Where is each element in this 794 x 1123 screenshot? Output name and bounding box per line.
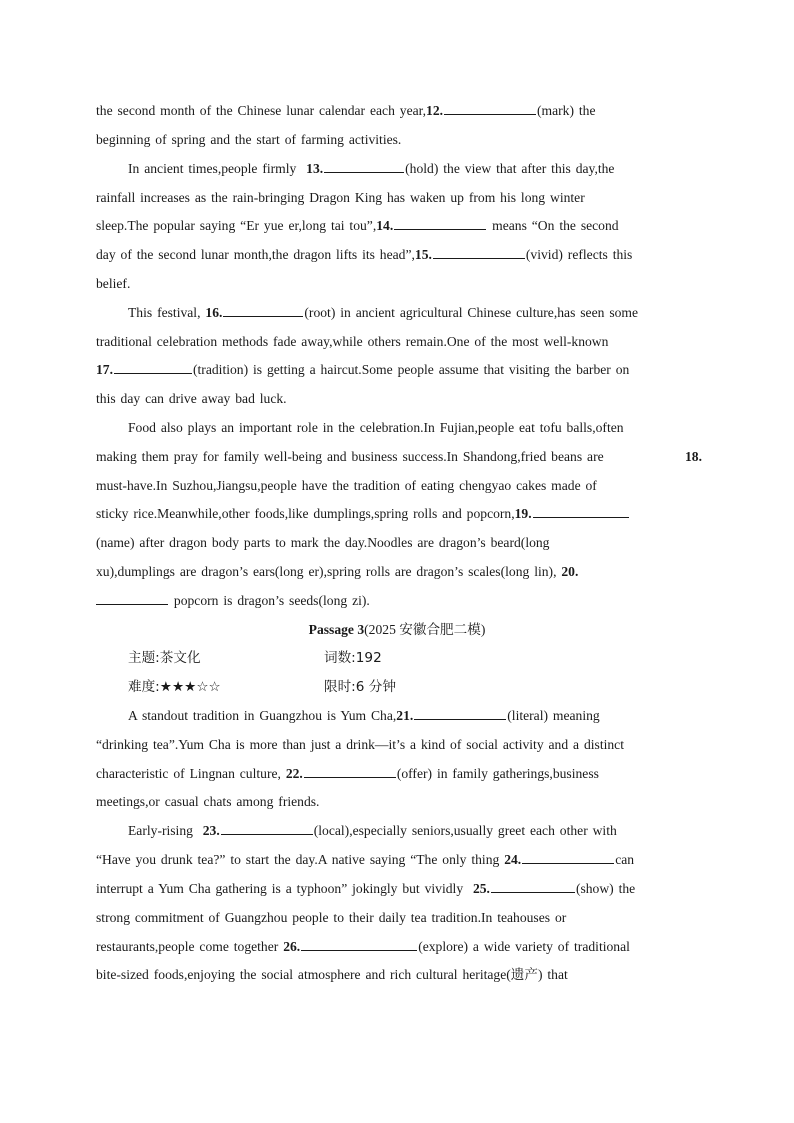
text-line: restaurants,people come together 26. (explore) a wide variety of traditional <box>96 939 630 954</box>
answer-blank-15[interactable] <box>433 245 525 259</box>
text-line: day of the second lunar month,the dragon lifts its head”,15. (vivid) reflects this <box>96 247 633 262</box>
answer-blank-24[interactable] <box>522 850 614 864</box>
question-number: 21. <box>396 708 414 723</box>
text-line: traditional celebration methods fade away,while others remain.One of the most well-known <box>96 334 609 349</box>
answer-blank-19[interactable] <box>533 504 629 518</box>
difficulty-stars: ★★★☆☆ <box>159 679 221 695</box>
answer-blank-12[interactable] <box>444 101 536 115</box>
question-number: 23. <box>202 823 220 838</box>
question-number: 18. <box>685 449 702 464</box>
question-number: 19. <box>514 506 532 521</box>
text-line: Early-rising 23. (local),especially seniors,usually greet each other with <box>128 823 617 838</box>
answer-blank-26[interactable] <box>301 937 417 951</box>
text-line: In ancient times,people firmly 13. (hold) the view that after this day,the <box>128 161 615 176</box>
text-line: rainfall increases as the rain-bringing Dragon King has waken up from his long winter <box>96 190 585 205</box>
text-line: sticky rice.Meanwhile,other foods,like dumplings,spring rolls and popcorn,19. <box>96 504 702 524</box>
text-line: bite-sized foods,enjoying the social atmosphere and rich cultural heritage(遗产) that <box>96 967 568 982</box>
text-line: beginning of spring and the start of farming activities. <box>96 132 402 147</box>
answer-blank-22[interactable] <box>304 764 396 778</box>
text-line: 17. (tradition) is getting a haircut.Some people assume that visiting the barber on <box>96 362 630 377</box>
question-number: 24. <box>504 852 522 867</box>
question-number: 25. <box>472 881 490 896</box>
answer-blank-21[interactable] <box>414 706 506 720</box>
text-line: This festival, 16. (root) in ancient agricultural Chinese culture,has seen some <box>128 305 639 320</box>
question-number: 16. <box>205 305 223 320</box>
theme-info: 主题:茶文化 <box>128 650 201 666</box>
text-line: strong commitment of Guangzhou people to their daily tea tradition.In teahouses or <box>96 910 567 925</box>
difficulty-info: 难度:★★★☆☆ <box>128 679 221 695</box>
text-line: sleep.The popular saying “Er yue er,long tai tou”,14. means “On the second <box>96 218 619 233</box>
text-line: popcorn is dragon’s seeds(long zi). <box>96 591 702 611</box>
answer-blank-17[interactable] <box>114 360 192 374</box>
text-line: must-have.In Suzhou,Jiangsu,people have the tradition of eating chengyao cakes made of <box>96 478 597 493</box>
text-line: “drinking tea”.Yum Cha is more than just a drink—it’s a kind of social activity and a distinct <box>96 737 624 752</box>
text-line: meetings,or casual chats among friends. <box>96 794 320 809</box>
answer-blank-14[interactable] <box>394 216 486 230</box>
text-line: (name) after dragon body parts to mark the day.Noodles are dragon’s beard(long <box>96 535 550 550</box>
text-line: characteristic of Lingnan culture, 22. (offer) in family gatherings,business <box>96 766 599 781</box>
word-count-info: 词数:192 <box>324 650 382 666</box>
answer-blank-23[interactable] <box>221 821 313 835</box>
question-number: 22. <box>285 766 303 781</box>
question-number: 14. <box>376 218 394 233</box>
text-line: A standout tradition in Guangzhou is Yum Cha,21. (literal) meaning <box>128 708 600 723</box>
answer-blank-16[interactable] <box>223 303 303 317</box>
answer-blank-25[interactable] <box>491 879 575 893</box>
question-number: 26. <box>283 939 301 954</box>
answer-blank-20[interactable] <box>96 591 168 605</box>
question-number: 13. <box>306 161 324 176</box>
text-line: belief. <box>96 276 131 291</box>
text-line: Food also plays an important role in the celebration.In Fujian,people eat tofu balls,often <box>128 420 624 435</box>
answer-blank-13[interactable] <box>324 159 404 173</box>
question-number: 20. <box>561 564 579 579</box>
text-line: this day can drive away bad luck. <box>96 391 287 406</box>
time-limit-info: 限时:6 分钟 <box>324 679 396 695</box>
passage-title: Passage 3(2025 安徽合肥二模) <box>308 622 486 637</box>
text-line: making them pray for family well-being and business success.In Shandong,fried beans are 18. <box>96 447 702 467</box>
question-number: 15. <box>414 247 432 262</box>
question-number: 12. <box>426 103 444 118</box>
question-number: 17. <box>96 362 113 377</box>
text-line <box>96 101 702 121</box>
text-line: “Have you drunk tea?” to start the day.A native saying “The only thing 24. can <box>96 852 635 867</box>
text-line: xu),dumplings are dragon’s ears(long er),spring rolls are dragon’s scales(long lin), 20. <box>96 564 579 579</box>
text-segment: the second month of the Chinese lunar calendar each year,12. (mark) the <box>96 103 596 118</box>
text-line: interrupt a Yum Cha gathering is a typhoon” jokingly but vividly 25. (show) the <box>96 881 636 896</box>
